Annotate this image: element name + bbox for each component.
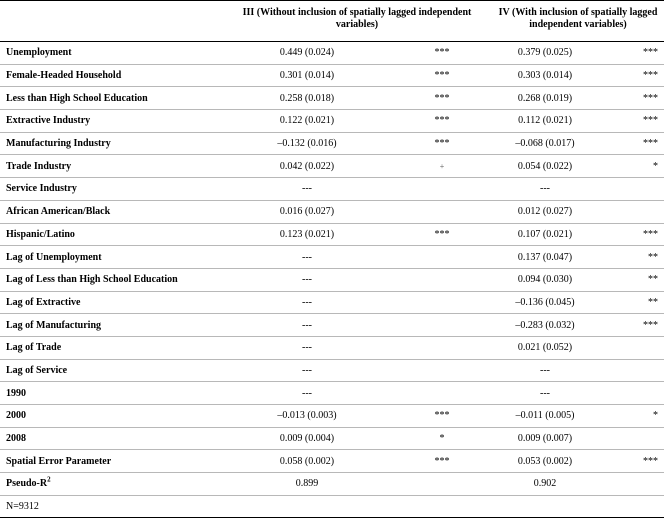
- variable-label: Trade Industry: [6, 160, 72, 172]
- variable-name: [0, 268, 222, 291]
- variable-name: [0, 473, 222, 496]
- model-iii-estimate: ---: [222, 336, 392, 359]
- model-iii-estimate: 0.899: [222, 473, 392, 496]
- model-iii-estimate: ---: [222, 268, 392, 291]
- model-iii-estimate: –0.132 (0.016): [222, 132, 392, 155]
- variable-label: Lag of Extractive: [6, 296, 81, 308]
- model-iv-significance: **: [598, 268, 664, 291]
- model-iv-significance: [598, 200, 664, 223]
- model-iii-estimate: 0.449 (0.024): [222, 42, 392, 65]
- variable-name: [0, 223, 222, 246]
- model-iv-significance: [598, 336, 664, 359]
- variable-label: Hispanic/Latino: [6, 228, 75, 240]
- table-row: [0, 178, 664, 201]
- model-iv-significance: [598, 359, 664, 382]
- model-iii-significance: ***: [392, 132, 492, 155]
- model-iv-estimate: ---: [492, 382, 598, 405]
- table-row: [0, 200, 664, 223]
- model-iv-significance: **: [598, 246, 664, 269]
- table-row: [0, 155, 664, 178]
- model-iii-significance: [392, 314, 492, 337]
- model-iv-estimate: 0.021 (0.052): [492, 336, 598, 359]
- model-iv-estimate: 0.094 (0.030): [492, 268, 598, 291]
- model-iii-estimate: 0.009 (0.004): [222, 427, 392, 450]
- model-iii-significance: [392, 291, 492, 314]
- table-row: [0, 450, 664, 473]
- model-iv-significance: ***: [598, 450, 664, 473]
- variable-name: [0, 110, 222, 133]
- variable-name: [0, 336, 222, 359]
- model-iii-significance: ***: [392, 87, 492, 110]
- table-row: [0, 427, 664, 450]
- model-iii-estimate: 0.058 (0.002): [222, 450, 392, 473]
- variable-name: [0, 64, 222, 87]
- model-iii-significance: ***: [392, 64, 492, 87]
- variable-name: [0, 87, 222, 110]
- variable-name: [0, 178, 222, 201]
- table-row: [0, 246, 664, 269]
- variable-name: [0, 155, 222, 178]
- model-iv-significance: [598, 382, 664, 405]
- variable-name: [0, 427, 222, 450]
- header-model-iii: III (Without inclusion of spatially lagged independent variables): [222, 1, 492, 42]
- model-iii-estimate: –0.013 (0.003): [222, 405, 392, 428]
- model-iv-significance: ***: [598, 110, 664, 133]
- table-row: [0, 405, 664, 428]
- model-iv-significance: ***: [598, 223, 664, 246]
- variable-name: [0, 291, 222, 314]
- model-iv-estimate: 0.012 (0.027): [492, 200, 598, 223]
- variable-label: 2000: [6, 410, 26, 422]
- model-iv-estimate: 0.902: [492, 473, 598, 496]
- model-iii-significance: ***: [392, 110, 492, 133]
- model-iii-significance: [392, 473, 492, 496]
- variable-name: [0, 450, 222, 473]
- variable-label: 1990: [6, 387, 26, 399]
- variable-label: Service Industry: [6, 183, 77, 195]
- model-iii-significance: [392, 359, 492, 382]
- model-iv-significance: *: [598, 155, 664, 178]
- header-variable: [0, 1, 222, 42]
- table-row: [0, 336, 664, 359]
- model-iv-significance: ***: [598, 42, 664, 65]
- variable-label: Extractive Industry: [6, 115, 91, 127]
- model-iii-significance: [392, 336, 492, 359]
- variable-name: [0, 405, 222, 428]
- model-iv-estimate: 0.379 (0.025): [492, 42, 598, 65]
- model-iv-estimate: –0.011 (0.005): [492, 405, 598, 428]
- model-iv-significance: [598, 473, 664, 496]
- table-row: [0, 291, 664, 314]
- model-iv-significance: ***: [598, 87, 664, 110]
- model-iv-estimate: –0.068 (0.017): [492, 132, 598, 155]
- model-iii-estimate: 0.301 (0.014): [222, 64, 392, 87]
- model-iii-significance: +: [392, 155, 492, 178]
- variable-label: Less than High School Education: [6, 92, 148, 104]
- model-iv-significance: ***: [598, 64, 664, 87]
- model-iii-estimate: ---: [222, 382, 392, 405]
- variable-label: Spatial Error Parameter: [6, 455, 112, 467]
- variable-label: Female-Headed Household: [6, 70, 122, 82]
- variable-label: Manufacturing Industry: [6, 138, 111, 150]
- model-iii-significance: [392, 382, 492, 405]
- model-iv-estimate: ---: [492, 178, 598, 201]
- model-iii-estimate: 0.016 (0.027): [222, 200, 392, 223]
- model-iv-estimate: 0.053 (0.002): [492, 450, 598, 473]
- table-row: [0, 110, 664, 133]
- variable-label: Pseudo-R: [6, 478, 48, 490]
- model-iii-estimate: 0.258 (0.018): [222, 87, 392, 110]
- model-iii-significance: ***: [392, 42, 492, 65]
- variable-name: [0, 314, 222, 337]
- variable-label: Lag of Service: [6, 364, 68, 376]
- variable-label: Lag of Manufacturing: [6, 319, 101, 331]
- model-iv-estimate: –0.136 (0.045): [492, 291, 598, 314]
- variable-name: [0, 246, 222, 269]
- table-row: [0, 64, 664, 87]
- sample-size-note: N=9312: [0, 495, 664, 518]
- model-iv-significance: **: [598, 291, 664, 314]
- header-model-iv: IV (With inclusion of spatially lagged independent variables): [492, 1, 664, 42]
- variable-label: Unemployment: [6, 47, 72, 59]
- model-iii-estimate: ---: [222, 359, 392, 382]
- model-iv-estimate: 0.107 (0.021): [492, 223, 598, 246]
- table-row: [0, 87, 664, 110]
- model-iv-estimate: 0.054 (0.022): [492, 155, 598, 178]
- variable-name: [0, 382, 222, 405]
- model-iv-estimate: 0.009 (0.007): [492, 427, 598, 450]
- model-iii-significance: ***: [392, 223, 492, 246]
- table-row: [0, 42, 664, 65]
- model-iii-estimate: ---: [222, 291, 392, 314]
- variable-name: [0, 359, 222, 382]
- model-iii-significance: [392, 178, 492, 201]
- model-iv-estimate: 0.112 (0.021): [492, 110, 598, 133]
- variable-name: [0, 42, 222, 65]
- model-iv-significance: [598, 427, 664, 450]
- variable-name: [0, 132, 222, 155]
- model-iv-significance: [598, 178, 664, 201]
- model-iv-significance: ***: [598, 314, 664, 337]
- variable-label: 2008: [6, 433, 26, 445]
- variable-name: [0, 200, 222, 223]
- table-body: [0, 42, 664, 518]
- model-iv-estimate: 0.268 (0.019): [492, 87, 598, 110]
- model-iv-significance: *: [598, 405, 664, 428]
- model-iii-significance: ***: [392, 450, 492, 473]
- model-iii-estimate: ---: [222, 246, 392, 269]
- table-header-row: [0, 1, 664, 42]
- model-iii-significance: [392, 268, 492, 291]
- model-iii-estimate: 0.042 (0.022): [222, 155, 392, 178]
- variable-label: Lag of Less than High School Education: [6, 274, 178, 286]
- model-iii-significance: ***: [392, 405, 492, 428]
- table-row: [0, 382, 664, 405]
- model-iii-significance: [392, 246, 492, 269]
- table-row: [0, 223, 664, 246]
- model-iii-estimate: 0.122 (0.021): [222, 110, 392, 133]
- variable-label: Lag of Trade: [6, 342, 62, 354]
- model-iv-estimate: 0.137 (0.047): [492, 246, 598, 269]
- table-row: [0, 314, 664, 337]
- model-iv-estimate: –0.283 (0.032): [492, 314, 598, 337]
- model-iii-significance: [392, 200, 492, 223]
- model-iv-estimate: ---: [492, 359, 598, 382]
- model-iv-estimate: 0.303 (0.014): [492, 64, 598, 87]
- table-row: [0, 268, 664, 291]
- model-iii-estimate: 0.123 (0.021): [222, 223, 392, 246]
- table-row: [0, 473, 664, 496]
- variable-label: Lag of Unemployment: [6, 251, 102, 263]
- model-iii-estimate: ---: [222, 178, 392, 201]
- footer-row: [0, 495, 664, 518]
- table-row: [0, 132, 664, 155]
- variable-label: African American/Black: [6, 206, 111, 218]
- variable-superscript: 2: [47, 476, 51, 485]
- model-iii-significance: *: [392, 427, 492, 450]
- model-iii-estimate: ---: [222, 314, 392, 337]
- table-row: [0, 359, 664, 382]
- model-iv-significance: ***: [598, 132, 664, 155]
